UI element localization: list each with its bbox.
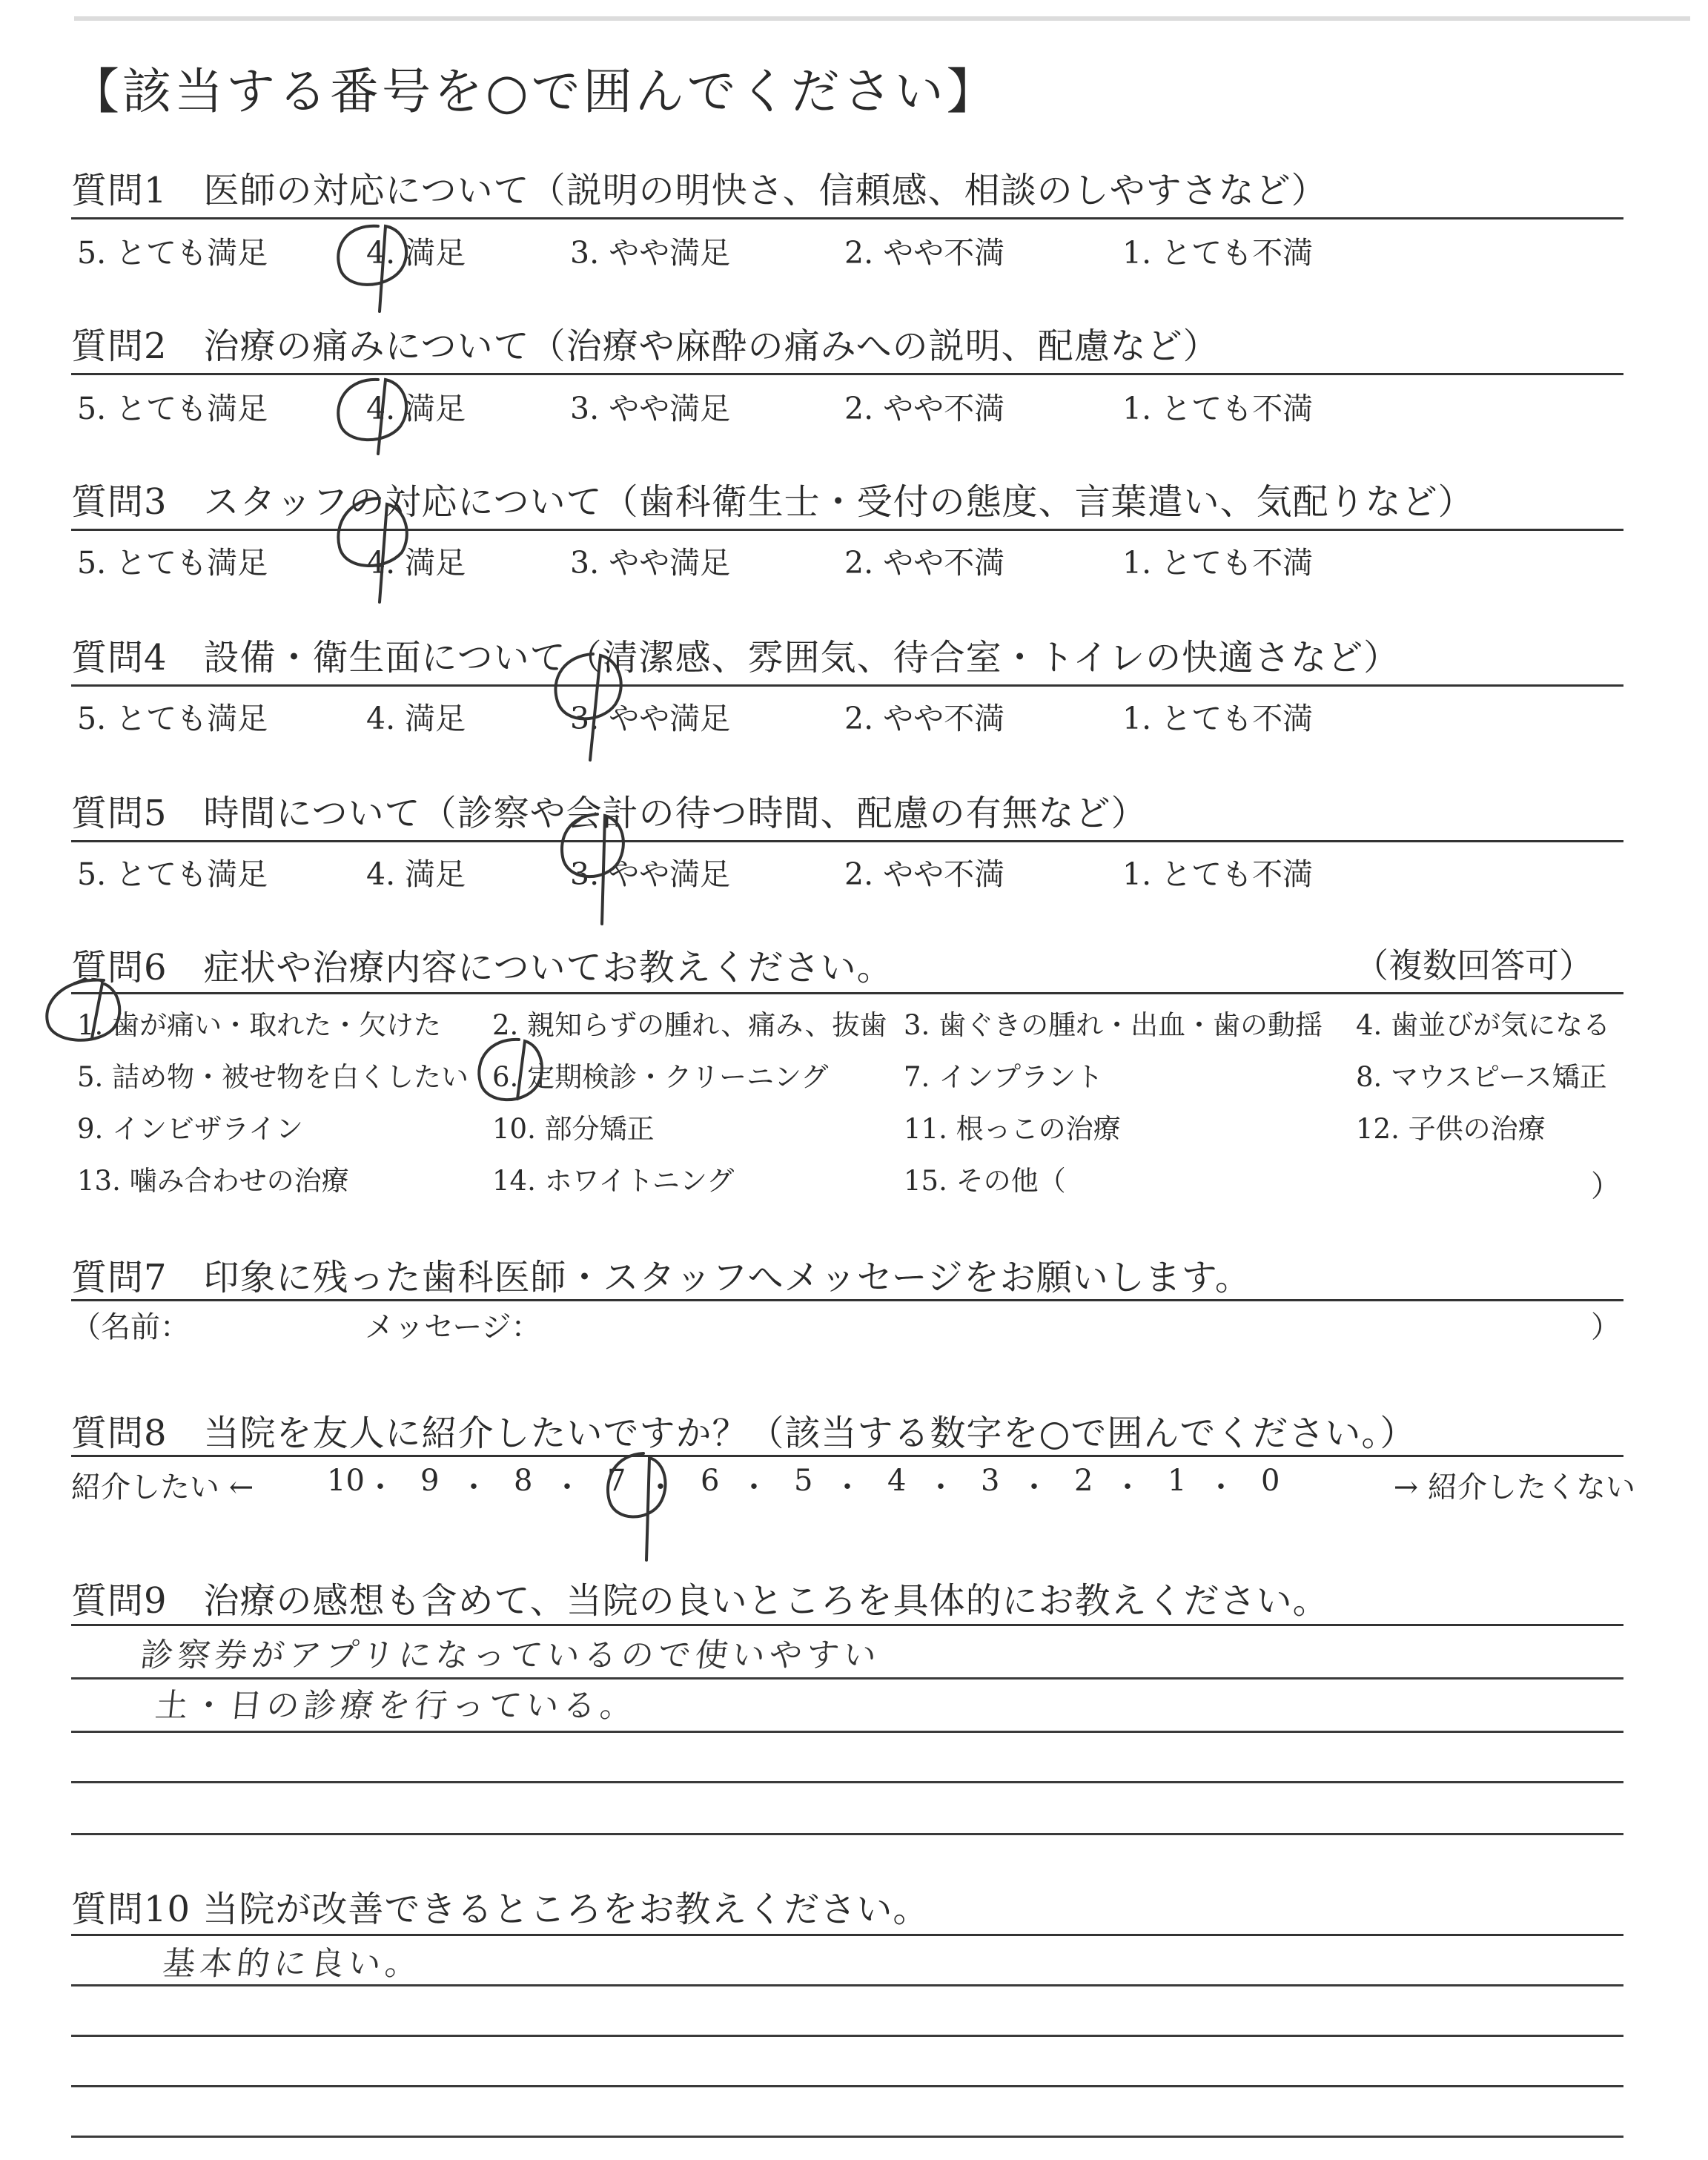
q8-title: 質問8 当院を友人に紹介したいですか？（該当する数字を○で囲んでください。） — [71, 1413, 1417, 1454]
q6-close-paren: ） — [1591, 1169, 1621, 1203]
q1-option-4[interactable]: 4. 満足 — [366, 235, 466, 271]
q8-scale-value-2[interactable]: 2 — [1074, 1464, 1093, 1498]
q7-rule — [71, 1299, 1623, 1301]
q4-option-1[interactable]: 1. とても不満 — [1122, 701, 1314, 736]
q1-option-2[interactable]: 2. やや不満 — [844, 235, 1005, 271]
q1-title: 質問1 医師の対応について（説明の明快さ、信頼感、相談のしやすさなど） — [71, 170, 1328, 211]
q8-right-label: → 紹介したくない — [1393, 1470, 1635, 1505]
q1-rule — [71, 217, 1623, 219]
q8-scale-separator: ・ — [552, 1470, 582, 1505]
q8-rule — [71, 1455, 1623, 1457]
q5-option-2[interactable]: 2. やや不満 — [844, 856, 1005, 892]
q9-title: 質問9 治療の感想も含めて、当院の良いところを具体的にお教えください。 — [71, 1580, 1329, 1622]
q10-write-line — [71, 2035, 1623, 2037]
scan-top-edge — [74, 16, 1690, 21]
q8-scale-separator: ・ — [739, 1470, 769, 1505]
q10-write-line — [71, 2136, 1623, 2138]
q8-scale-separator: ・ — [1206, 1470, 1236, 1505]
q4-option-5[interactable]: 5. とても満足 — [77, 701, 268, 736]
q2-option-2[interactable]: 2. やや不満 — [844, 391, 1005, 426]
q6-item[interactable]: 13. 噛み合わせの治療 — [77, 1165, 349, 1197]
q9-rule — [71, 1624, 1623, 1626]
q3-rule — [71, 529, 1623, 531]
q8-scale-value-9[interactable]: 9 — [420, 1464, 440, 1498]
q8-scale-value-7[interactable]: 7 — [607, 1464, 626, 1498]
q8-scale-value-10[interactable]: 10 — [327, 1464, 365, 1498]
q2-option-3[interactable]: 3. やや満足 — [570, 391, 731, 426]
q2-title: 質問2 治療の痛みについて（治療や麻酔の痛みへの説明、配慮など） — [71, 326, 1219, 367]
q9-write-line — [71, 1833, 1623, 1835]
q8-scale-value-0[interactable]: 0 — [1261, 1464, 1280, 1498]
q3-title: 質問3 スタッフの対応について（歯科衛生士・受付の態度、言葉遣い、気配りなど） — [71, 481, 1474, 523]
q8-scale-value-8[interactable]: 8 — [514, 1464, 533, 1498]
q8-scale-separator: ・ — [459, 1470, 489, 1505]
q4-option-4[interactable]: 4. 満足 — [366, 701, 466, 736]
q4-option-3[interactable]: 3. やや満足 — [570, 701, 731, 736]
q8-scale-value-4[interactable]: 4 — [887, 1464, 907, 1498]
q3-option-1[interactable]: 1. とても不満 — [1122, 545, 1314, 581]
q6-item[interactable]: 6. 定期検診・クリーニング — [492, 1061, 829, 1093]
q2-option-5[interactable]: 5. とても満足 — [77, 391, 268, 426]
q6-item[interactable]: 1. 歯が痛い・取れた・欠けた — [77, 1009, 442, 1041]
q3-option-3[interactable]: 3. やや満足 — [570, 545, 731, 581]
q8-scale — [71, 1464, 1635, 1508]
q4-rule — [71, 684, 1623, 687]
q7-close-paren: ） — [1591, 1310, 1621, 1344]
q5-option-4[interactable]: 4. 満足 — [366, 856, 466, 892]
q9-answer-line-1: 診察券がアプリになっているので使いやすい — [138, 1636, 883, 1674]
q4-title: 質問4 設備・衛生面について（清潔感、雰囲気、待合室・トイレの快適さなど） — [71, 637, 1400, 678]
q8-scale-separator: ・ — [1113, 1470, 1142, 1505]
q6-item[interactable]: 9. インビザライン — [77, 1113, 303, 1145]
q8-scale-separator: ・ — [926, 1470, 956, 1505]
q7-title: 質問7 印象に残った歯科医師・スタッフへメッセージをお願いします。 — [71, 1257, 1251, 1298]
q6-item[interactable]: 14. ホワイトニング — [492, 1165, 735, 1197]
q3-option-2[interactable]: 2. やや不満 — [844, 545, 1005, 581]
q6-item[interactable]: 4. 歯並びが気になる — [1356, 1009, 1611, 1041]
q8-scale-value-3[interactable]: 3 — [981, 1464, 1000, 1498]
q8-left-label: 紹介したい ← — [71, 1470, 254, 1505]
q6-item[interactable]: 8. マウスピース矯正 — [1356, 1061, 1607, 1093]
q5-option-3[interactable]: 3. やや満足 — [570, 856, 731, 892]
q9-write-line — [71, 1781, 1623, 1783]
q4-options — [77, 694, 1560, 739]
q6-item[interactable]: 10. 部分矯正 — [492, 1113, 655, 1145]
q5-options — [77, 850, 1560, 894]
q6-item[interactable]: 15. その他（ — [904, 1165, 1066, 1197]
q10-rule — [71, 1934, 1623, 1936]
q8-scale-value-1[interactable]: 1 — [1168, 1464, 1187, 1498]
q9-answer-line-2: 土・日の診療を行っている。 — [153, 1687, 640, 1725]
q5-option-1[interactable]: 1. とても不満 — [1122, 856, 1314, 892]
q8-scale-value-6[interactable]: 6 — [701, 1464, 720, 1498]
q5-title: 質問5 時間について（診察や会計の待つ時間、配慮の有無など） — [71, 793, 1148, 834]
q10-write-line — [71, 1984, 1623, 1986]
q5-rule — [71, 840, 1623, 842]
q8-scale-value-5[interactable]: 5 — [794, 1464, 813, 1498]
q1-option-5[interactable]: 5. とても満足 — [77, 235, 268, 271]
q6-item[interactable]: 2. 親知らずの腫れ、痛み、抜歯 — [492, 1009, 887, 1041]
q6-item[interactable]: 12. 子供の治療 — [1356, 1113, 1546, 1145]
q8-scale-separator: ・ — [646, 1470, 675, 1505]
q8-scale-separator: ・ — [833, 1470, 862, 1505]
q10-write-line — [71, 2085, 1623, 2087]
q7-name-label: （名前： — [71, 1310, 190, 1344]
q2-option-1[interactable]: 1. とても不満 — [1122, 391, 1314, 426]
q1-option-1[interactable]: 1. とても不満 — [1122, 235, 1314, 271]
q10-answer-line-1: 基本的に良い。 — [160, 1945, 425, 1983]
form-header: 【該当する番号を○で囲んでください】 — [70, 63, 999, 120]
q9-write-line — [71, 1731, 1623, 1733]
q4-option-2[interactable]: 2. やや不満 — [844, 701, 1005, 736]
q8-scale-separator: ・ — [365, 1470, 395, 1505]
q3-option-4[interactable]: 4. 満足 — [366, 545, 466, 581]
q6-title: 質問6 症状や治療内容についてお教えください。 — [71, 947, 893, 988]
q2-option-4[interactable]: 4. 満足 — [366, 391, 466, 426]
q5-option-5[interactable]: 5. とても満足 — [77, 856, 268, 892]
q10-title: 質問10 当院が改善できるところをお教えください。 — [71, 1889, 930, 1930]
q1-option-3[interactable]: 3. やや満足 — [570, 235, 731, 271]
q7-message-label: メッセージ： — [365, 1310, 541, 1344]
q2-options — [77, 384, 1560, 429]
q3-option-5[interactable]: 5. とても満足 — [77, 545, 268, 581]
q6-item[interactable]: 7. インプラント — [904, 1061, 1104, 1093]
q6-options — [77, 1003, 1634, 1210]
q2-rule — [71, 373, 1623, 375]
q6-note: （複数回答可） — [1354, 945, 1593, 985]
q6-item[interactable]: 11. 根っこの治療 — [904, 1113, 1121, 1145]
q8-scale-separator: ・ — [1019, 1470, 1049, 1505]
q6-item[interactable]: 3. 歯ぐきの腫れ・出血・歯の動揺 — [904, 1009, 1323, 1041]
q6-item[interactable]: 5. 詰め物・被せ物を白くしたい — [77, 1061, 469, 1093]
q1-options — [77, 228, 1560, 273]
q6-rule — [71, 992, 1623, 994]
q3-options — [77, 538, 1560, 583]
